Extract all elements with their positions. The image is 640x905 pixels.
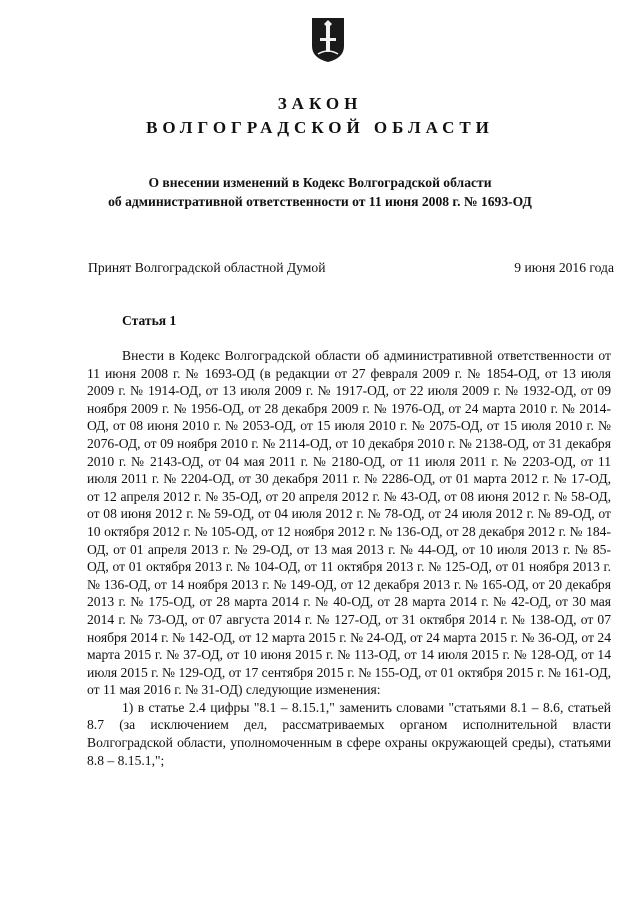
law-type-heading: ЗАКОН — [277, 94, 363, 113]
law-subject-line-1: О внесении изменений в Кодекс Волгоградской области — [148, 175, 492, 190]
paragraph-amendment-1: 1) в статье 2.4 цифры "8.1 – 8.15.1," заменить словами "статьями 8.1 – 8.6, статьей 8.7 (за исключением дел, рассматриваемых органом исполнительной власти Волгоградской области, уполномоченным в сфере охраны окружающей среды), статьями 8.8 – 8.15.1,"; — [87, 699, 611, 768]
adoption-date: 9 июня 2016 года — [514, 260, 614, 275]
region-heading: ВОЛГОГРАДСКОЙ ОБЛАСТИ — [146, 118, 494, 137]
coat-of-arms-icon — [310, 16, 346, 64]
law-subject-line-2: об административной ответственности от 11 июня 2008 г. № 1693-ОД — [108, 194, 532, 209]
article-body — [87, 347, 611, 769]
adopted-by-label: Принят Волгоградской областной Думой — [88, 260, 326, 275]
paragraph-amendments-intro: Внести в Кодекс Волгоградской области об административной ответственности от 11 июня 2008 г. № 1693-ОД (в редакции от 27 февраля 2009 г. № 1854-ОД, от 13 июля 2009 г. № 1914-ОД, от 13 июля 2009 г. № 1917-ОД, от 22 июля 2009 г. № 1932-ОД, от 09 ноября 2009 г. № 1956-ОД, от 28 декабря 2009 г. № 1976-ОД, от 24 марта 2010 г. № 2014-ОД, от 08 июня 2010 г. № 2053-ОД, от 15 июля 2010 г. № 2075-ОД, от 15 июля 2010 г. № 2076-ОД, от 09 ноября 2010 г. № 2114-ОД, от 10 декабря 2010 г. № 2138-ОД, от 31 декабря 2010 г. № 2143-ОД, от 04 мая 2011 г. № 2180-ОД, от 11 июля 2011 г. № 2203-ОД, от 11 июля 2011 г. № 2204-ОД, от 30 декабря 2011 г. № 2286-ОД, от 01 марта 2012 г. № 17-ОД, от 12 апреля 2012 г. № 35-ОД, от 20 апреля 2012 г. № 43-ОД, от 08 июня 2012 г. № 58-ОД, от 08 июня 2012 г. № 59-ОД, от 04 июля 2012 г. № 78-ОД, от 24 июля 2012 г. № 89-ОД, от 10 октября 2012 г. № 105-ОД, от 12 ноября 2012 г. № 136-ОД, от 28 декабря 2012 г. № 184-ОД, от 01 апреля 2013 г. № 29-ОД, от 13 мая 2013 г. № 44-ОД, от 10 июля 2013 г. № 85-ОД, от 01 октября 2013 г. № 104-ОД, от 11 октября 2013 г. № 125-ОД, от 01 ноября 2013 г. № 136-ОД, от 14 ноября 2013 г. № 149-ОД, от 12 декабря 2013 г. № 165-ОД, от 20 декабря 2013 г. № 175-ОД, от 28 марта 2014 г. № 40-ОД, от 28 марта 2014 г. № 42-ОД, от 30 мая 2014 г. № 73-ОД, от 07 августа 2014 г. № 127-ОД, от 31 октября 2014 г. № 138-ОД, от 07 ноября 2014 г. № 142-ОД, от 12 марта 2015 г. № 24-ОД, от 24 марта 2015 г. № 36-ОД, от 24 марта 2015 г. № 37-ОД, от 10 июня 2015 г. № 113-ОД, от 14 июля 2015 г. № 128-ОД, от 14 июля 2015 г. № 129-ОД, от 17 сентября 2015 г. № 155-ОД, от 01 октября 2015 г. № 161-ОД, от 11 мая 2016 г. № 31-ОД) следующие изменения: — [87, 348, 611, 698]
article-heading: Статья 1 — [122, 313, 177, 328]
